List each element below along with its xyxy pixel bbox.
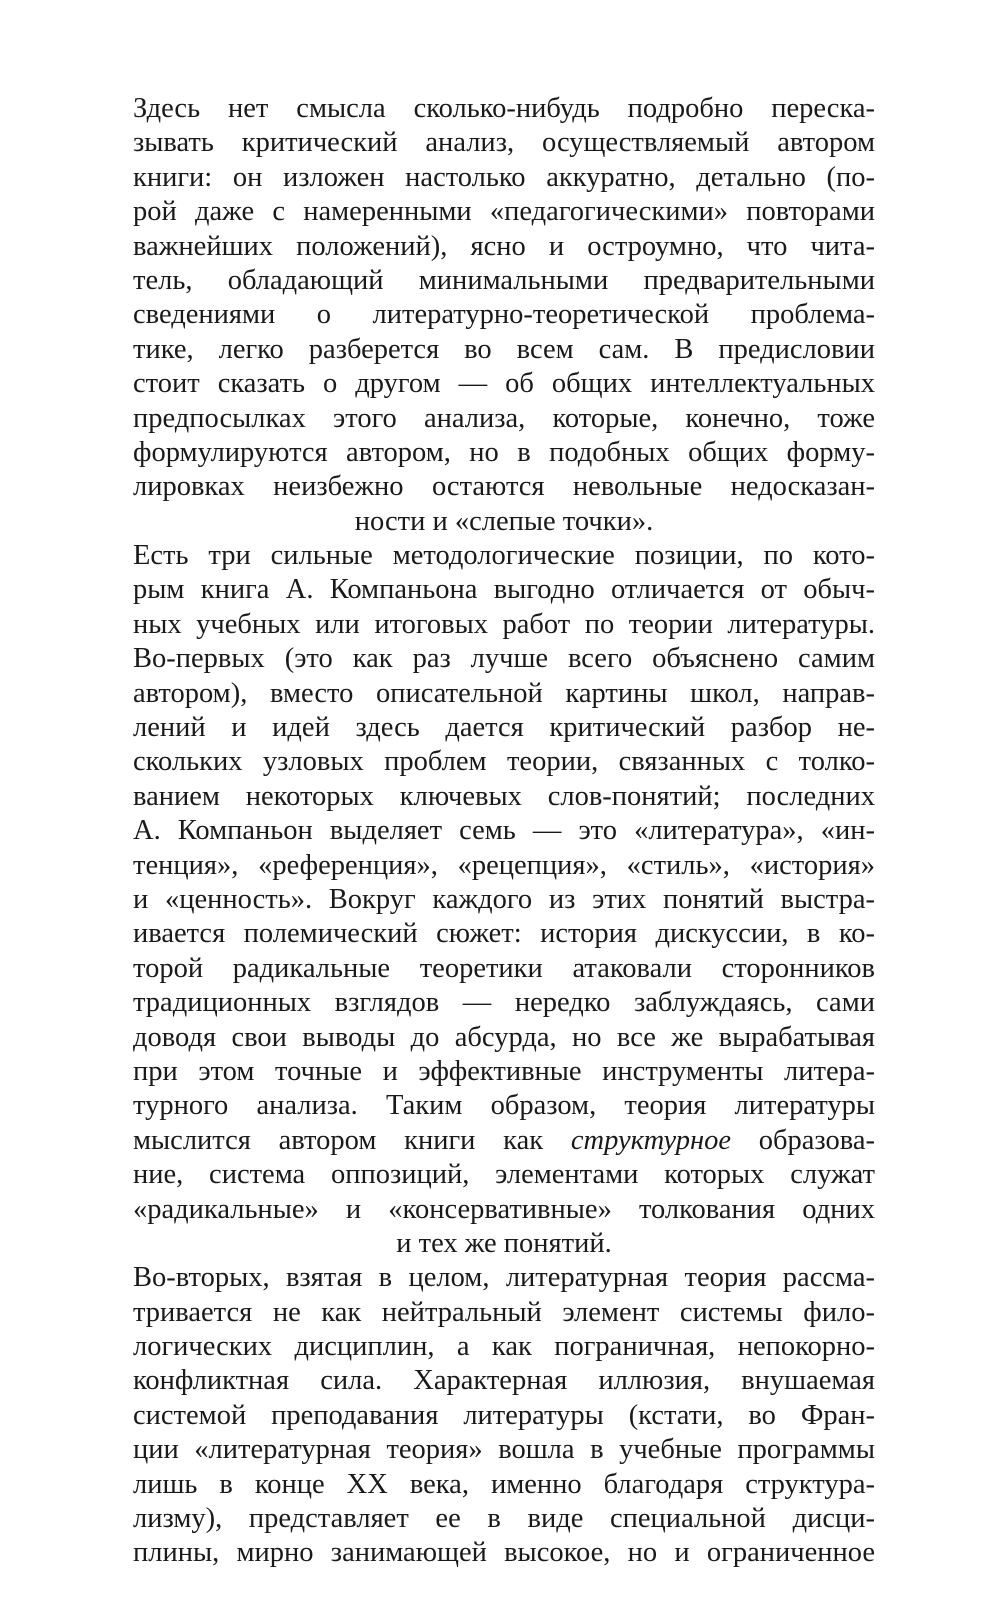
- text-line: книги: он изложен настолько аккуратно, детально (по-: [133, 161, 875, 193]
- text-line: рым книга А. Компаньона выгодно отличается от обыч-: [133, 574, 875, 606]
- text-line: предпосылках этого анализа, которые, конечно, тоже: [133, 402, 875, 434]
- text-line: сведениями о литературно-теоретической проблема-: [133, 299, 875, 331]
- text-line: доводя свои выводы до абсурда, но все же вырабатывая: [133, 1021, 875, 1053]
- text-line: ных учебных или итоговых работ по теории литературы.: [133, 608, 875, 640]
- paragraph-intro: [133, 92, 875, 539]
- text-line: системой преподавания литературы (кстати, во Фран-: [133, 1399, 875, 1431]
- text-line: А. Компаньон выделяет семь — это «литература», «ин-: [133, 815, 875, 847]
- text-segment: мыслится автором книги как: [133, 1124, 571, 1156]
- text-line: торой радикальные теоретики атаковали сторонников: [133, 952, 875, 984]
- text-line: автором), вместо описательной картины школ, направ-: [133, 677, 875, 709]
- text-line: «радикальные» и «консервативные» толкования одних: [133, 1193, 875, 1225]
- text-line: лений и идей здесь дается критический разбор не-: [133, 712, 875, 744]
- text-line-last: и тех же понятий.: [396, 1227, 612, 1259]
- text-line: стоит сказать о другом — об общих интеллектуальных: [133, 368, 875, 400]
- text-segment: образова-: [731, 1124, 875, 1156]
- text-line: рой даже с намеренными «педагогическими» повторами: [133, 196, 875, 228]
- text-line: ции «литературная теория» вошла в учебные программы: [133, 1434, 875, 1466]
- text-line: турного анализа. Таким образом, теория литературы: [133, 1090, 875, 1122]
- text-line: тенция», «референция», «рецепция», «стиль», «история»: [133, 849, 875, 881]
- paragraph-second-point: [133, 1261, 875, 1571]
- text-line-last: ности и «слепые точки».: [354, 505, 654, 537]
- text-line: тривается не как нейтральный элемент системы фило-: [133, 1296, 875, 1328]
- text-line: Здесь нет смысла сколько-нибудь подробно переска-: [133, 93, 875, 124]
- text-line: лизму), представляет ее в виде специальной дисци-: [133, 1503, 875, 1535]
- text-line: традиционных взглядов — нередко заблуждаясь, сами: [133, 987, 875, 1019]
- text-line: важнейших положений), ясно и остроумно, что чита-: [133, 230, 875, 262]
- text-line: при этом точные и эффективные инструменты литера-: [133, 1055, 875, 1087]
- book-page: [133, 92, 875, 1571]
- text-line: ние, система оппозиций, элементами которых служат: [133, 1159, 875, 1191]
- text-line: ивается полемический сюжет: история дискуссии, в ко-: [133, 918, 875, 950]
- text-line: лишь в конце XX века, именно благодаря структура-: [133, 1468, 875, 1500]
- text-line-with-italic: [133, 1124, 875, 1158]
- text-line: логических дисциплин, а как пограничная, непокорно-: [133, 1331, 875, 1363]
- text-line: ванием некоторых ключевых слов-понятий; последних: [133, 780, 875, 812]
- text-line: тике, легко разберется во всем сам. В предисловии: [133, 333, 875, 365]
- text-line: и «ценность». Вокруг каждого из этих понятий выстра-: [133, 883, 875, 915]
- text-line: тель, обладающий минимальными предварительными: [133, 264, 875, 296]
- text-line: скольких узловых проблем теории, связанных с толко-: [133, 746, 875, 778]
- italic-term: структурное: [570, 1124, 732, 1156]
- paragraph-three-positions: [133, 539, 875, 1261]
- text-line: лировках неизбежно остаются невольные недосказан-: [133, 471, 875, 503]
- text-line: конфликтная сила. Характерная иллюзия, внушаемая: [133, 1365, 875, 1397]
- text-line: Во-вторых, взятая в целом, литературная теория рассма-: [133, 1262, 875, 1294]
- text-line: Есть три сильные методологические позиции, по кото-: [133, 540, 875, 572]
- text-line: формулируются автором, но в подобных общих форму-: [133, 436, 875, 468]
- text-line: плины, мирно занимающей высокое, но и ограниченное: [133, 1537, 875, 1569]
- text-line: зывать критический анализ, осуществляемый автором: [133, 127, 875, 159]
- text-line: Во-первых (это как раз лучше всего объяснено самим: [133, 643, 875, 675]
